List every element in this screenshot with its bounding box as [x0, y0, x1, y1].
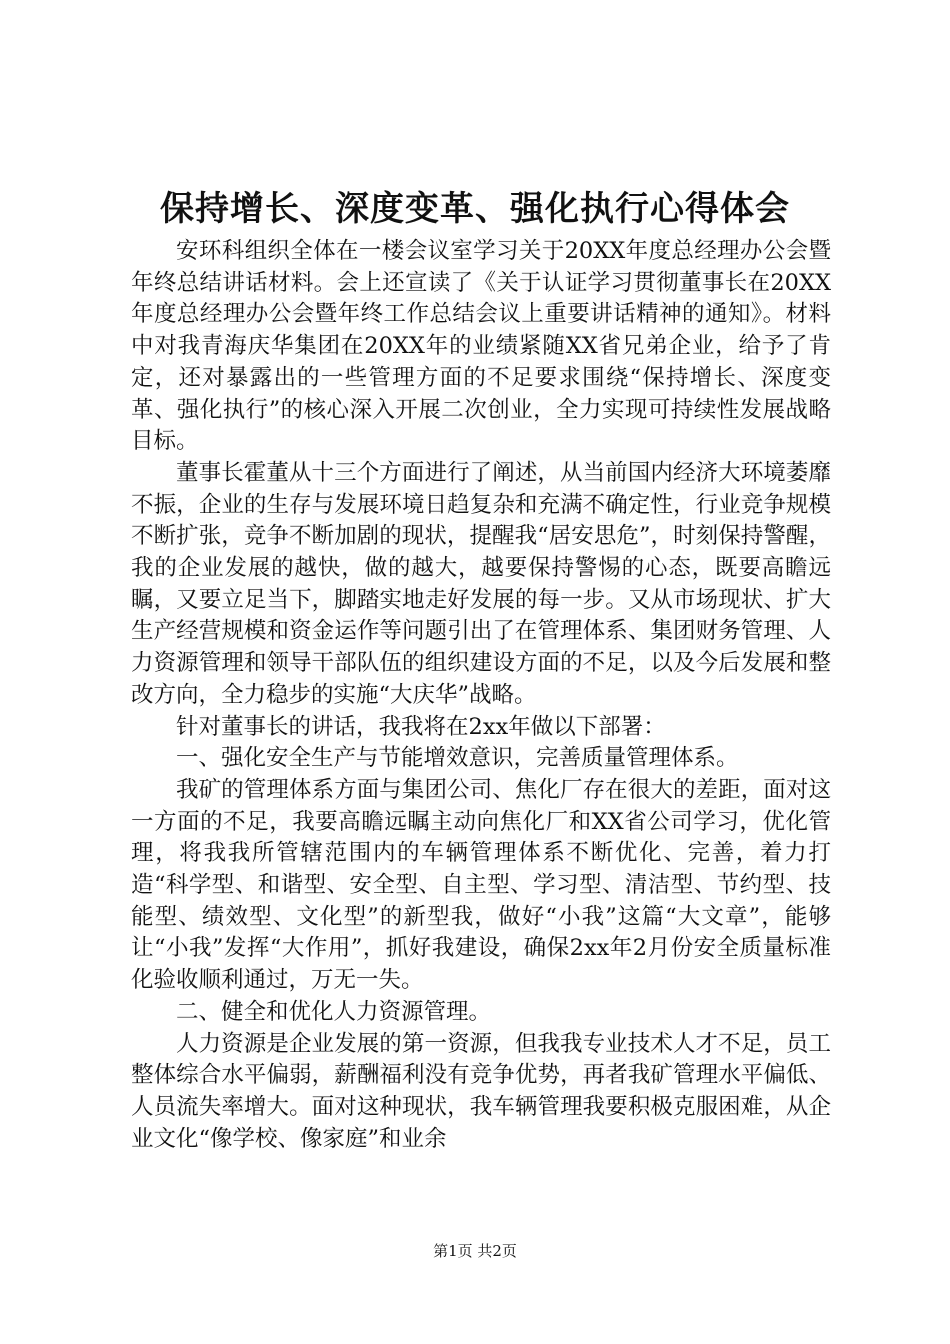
paragraph: 针对董事长的讲话，我我将在2xx年做以下部署：	[176, 713, 666, 740]
paragraph: 我矿的管理体系方面与集团公司、焦化厂存在很大的差距，面对这一方面的不足，我要高瞻远瞩主动向焦化厂和XX省公司学习，优化管理，将我我所管辖范围内的车辆管理体系不断优化、完善，着力打造“科学型、和谐型、安全型、自主型、学习型、清洁型、节约型、技能型、绩效型、文化型”的新型我，做好“小我”这篇“大文章”，能够让“小我”发挥“大作用”，抓好我建设，确保2xx年2月份安全质量标准化验收顺利通过，万无一失。	[131, 776, 831, 994]
section-heading: 二、健全和优化人力资源管理。	[176, 998, 492, 1025]
document-title: 保持增长、深度变革、强化执行心得体会	[160, 189, 790, 229]
paragraph: 人力资源是企业发展的第一资源，但我我专业技术人才不足，员工整体综合水平偏弱，薪酬福利没有竞争优势，再者我矿管理水平偏低、人员流失率增大。面对这种现状，我车辆管理我要积极克服困难，从企业文化“像学校、像家庭”和业余	[131, 1030, 831, 1152]
section-heading: 一、强化安全生产与节能增效意识，完善质量管理体系。	[176, 745, 739, 772]
document-body	[131, 236, 831, 1155]
paragraph: 董事长霍董从十三个方面进行了阐述，从当前国内经济大环境萎靡不振，企业的生存与发展环境日趋复杂和充满不确定性，行业竞争规模不断扩张，竞争不断加剧的现状，提醒我“居安思危”，时刻保持警醒，我的企业发展的越快，做的越大，越要保持警惕的心态，既要高瞻远瞩，又要立足当下，脚踏实地走好发展的每一步。又从市场现状、扩大生产经营规模和资金运作等问题引出了在管理体系、集团财务管理、人力资源管理和领导干部队伍的组织建设方面的不足，以及今后发展和整改方向，全力稳步的实施“大庆华”战略。	[131, 459, 831, 708]
paragraph: 安环科组织全体在一楼会议室学习关于20XX年度总经理办公会暨年终总结讲话材料。会上还宣读了《关于认证学习贯彻董事长在20XX年度总经理办公会暨年终工作总结会议上重要讲话精神的通知》。材料中对我青海庆华集团在20XX年的业绩紧随XX省兄弟企业，给予了肯定，还对暴露出的一些管理方面的不足要求围绕“保持增长、深度变革、强化执行”的核心深入开展二次创业，全力实现可持续性发展战略目标。	[131, 238, 831, 455]
page-number-footer: 第1页 共2页	[433, 1242, 517, 1260]
